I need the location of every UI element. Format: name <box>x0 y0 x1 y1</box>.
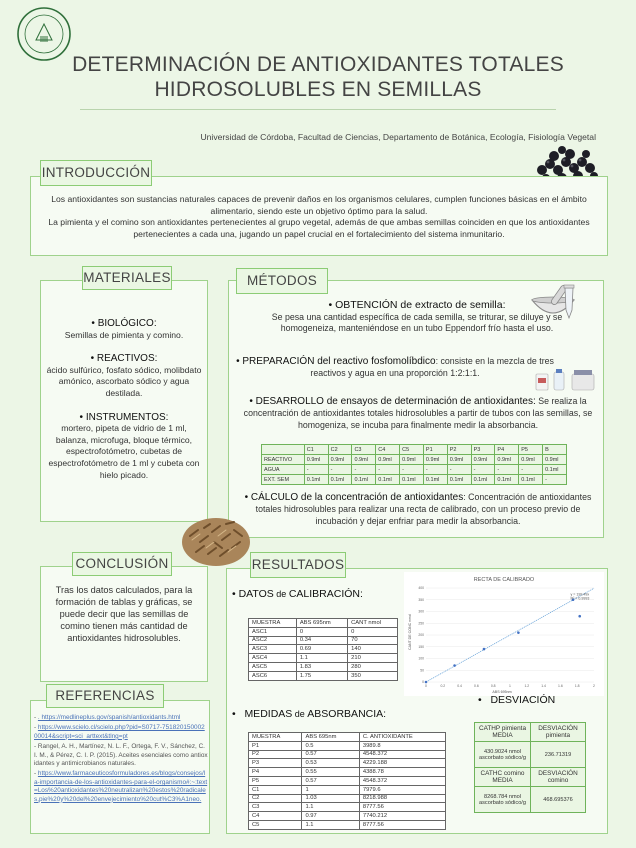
med-table-cell: 0.57 <box>302 750 359 759</box>
med-table-cell: 7979.6 <box>359 785 445 794</box>
title-divider <box>80 109 556 110</box>
desviacion-table <box>474 722 586 813</box>
method-table <box>261 444 567 485</box>
method-table-cell: AGUA <box>262 465 305 475</box>
method-table-header-cell <box>262 445 305 455</box>
method-table-cell: 0.9ml <box>543 455 567 465</box>
cathp-media-label: CATHP pimienta MEDIA <box>475 723 531 742</box>
method-table-cell: 0.9ml <box>471 455 495 465</box>
reference-item: - https://www.scielo.cl/scielo.php?pid=S0717-75182015000200014&script=sci_arttext&tlng=pt <box>34 724 205 740</box>
reference-item: - . https://medlineplus.gov/spanish/antioxidants.html <box>34 714 181 721</box>
method-table-cell: 0.1ml <box>495 475 519 485</box>
reference-text: Rangel, A. H., Martínez, N. L. F., Ortega, F. V., Sánchez, C. I. M., & Pérez, C. I. P. (2015). Aceites esenciales como antioxidantes y antimicrobianos naturales. <box>34 743 208 768</box>
method-table-cell: - <box>400 465 424 475</box>
med-table-cell: 0.55 <box>302 768 359 777</box>
cal-table-header-cell: MUESTRA <box>249 619 297 628</box>
referencias-list <box>34 714 208 806</box>
reference-item: - Rangel, A. H., Martínez, N. L. F., Ortega, F. V., Sánchez, C. I. M., & Pérez, C. I. P. (2015). Aceites esenciales como antioxidantes y antimicrobianos naturales. <box>34 743 208 768</box>
chart-y-tick-label: 0 <box>422 680 424 685</box>
chart-xlabel: ABS 695nm <box>492 690 512 694</box>
method-table-cell: 0.1ml <box>447 475 471 485</box>
referencias-heading: REFERENCIAS <box>46 684 164 708</box>
med-table-cell: P4 <box>249 768 302 777</box>
cumin-seeds-image <box>178 506 254 570</box>
cal-table-row <box>249 645 398 654</box>
cal-table-row <box>249 671 398 680</box>
calibracion-table <box>248 618 398 681</box>
method-table-header-cell: P5 <box>519 445 543 455</box>
med-table-row <box>249 768 446 777</box>
method-table-header-row <box>262 445 567 455</box>
introduccion-heading: INTRODUCCIÓN <box>40 160 152 186</box>
chart-x-tick-label: 0.2 <box>440 684 446 688</box>
chart-x-tick-label: 1.6 <box>558 684 563 688</box>
med-table-cell: 1.03 <box>302 794 359 803</box>
chart-point <box>517 631 520 634</box>
chart-x-tick-label: 0.8 <box>490 684 496 688</box>
med-table-cell: 1.1 <box>302 820 359 829</box>
medidas-label: • MEDIDAS de ABSORBANCIA: <box>232 708 387 720</box>
med-table-cell: C5 <box>249 820 302 829</box>
chart-y-tick-label: 150 <box>418 644 424 649</box>
med-table-row <box>249 750 446 759</box>
method-table-cell: - <box>543 475 567 485</box>
med-table-cell: P5 <box>249 776 302 785</box>
method-table-cell: 0.9ml <box>423 455 447 465</box>
chart-x-tick-label: 0 <box>425 684 427 688</box>
cal-table-cell: 280 <box>348 662 398 671</box>
method-table-header-cell: P4 <box>495 445 519 455</box>
chart-point <box>453 664 456 667</box>
chart-background <box>404 572 604 696</box>
calibration-chart <box>404 572 604 696</box>
method-table-cell: EXT. SEM <box>262 475 305 485</box>
chart-y-tick-label: 250 <box>418 621 424 626</box>
desv-pimienta-label: DESVIACIÓN pimienta <box>531 723 586 742</box>
cal-table-cell: 1.83 <box>296 662 347 671</box>
method-table-cell: 0.1ml <box>519 475 543 485</box>
med-table-row <box>249 741 446 750</box>
method-table-cell: 0.9ml <box>328 455 352 465</box>
med-table-cell: C2 <box>249 794 302 803</box>
metodos-heading: MÉTODOS <box>236 268 328 294</box>
med-table-row <box>249 785 446 794</box>
method-table-cell: - <box>519 465 543 475</box>
desviacion-label: • DESVIACIÓN <box>478 694 556 706</box>
reference-item: - https://www.farmaceuticosformuladores.es/blogs/consejos/la-importancia-de-los-antioxidantes-para-el-organismo#:~:text=Los%20antioxidantes%20neutralizan%20estos%20radicales,pie%20y%20del%20envejecimiento%20cut%C3%A1neo. <box>34 770 208 803</box>
medidas-table <box>248 732 446 830</box>
cal-table-cell: ASC6 <box>249 671 297 680</box>
chart-point <box>425 681 428 684</box>
med-table-row <box>249 803 446 812</box>
cal-table-cell: 0 <box>296 627 347 636</box>
method-table-header-cell: C3 <box>352 445 376 455</box>
cal-table-cell: ASC1 <box>249 627 297 636</box>
resultados-heading: RESULTADOS <box>250 552 346 578</box>
med-table-header-cell: C. ANTIOXIDANTE <box>359 733 445 742</box>
method-table-cell: 0.1ml <box>352 475 376 485</box>
method-table-cell: 0.1ml <box>328 475 352 485</box>
cal-table-header-cell: CANT nmol <box>348 619 398 628</box>
chart-x-tick-label: 0.4 <box>457 684 462 688</box>
affiliation: Universidad de Córdoba, Facultad de Ciencias, Departamento de Botánica, Ecología, Fisiología Vegetal <box>200 132 596 142</box>
chart-x-tick-label: 1.2 <box>524 684 530 688</box>
method-table-cell: - <box>447 465 471 475</box>
materiales-heading: MATERIALES <box>82 266 172 290</box>
method-table-cell: 0.9ml <box>376 455 400 465</box>
cal-table-cell: ASC2 <box>249 636 297 645</box>
med-table-row <box>249 794 446 803</box>
method-table-cell: 0.9ml <box>519 455 543 465</box>
cal-table-row <box>249 654 398 663</box>
med-table-cell: 0.57 <box>302 776 359 785</box>
chart-y-tick-label: 50 <box>420 668 424 673</box>
desv-comino-value: 468.695376 <box>531 787 586 813</box>
method-table-cell: - <box>352 465 376 475</box>
med-table-header-cell: MUESTRA <box>249 733 302 742</box>
metodos-preparacion: • PREPARACIÓN del reactivo fosfomolíbdico: consiste en la mezcla de tres reactivos y agua en una proporción 1:2:1:1. <box>236 356 554 378</box>
med-table-header-cell: ABS 695nm <box>302 733 359 742</box>
method-table-cell: 0.1ml <box>304 475 328 485</box>
cal-table-cell: 0 <box>348 627 398 636</box>
method-table-cell: 0.1ml <box>400 475 424 485</box>
method-table-cell: 0.9ml <box>400 455 424 465</box>
med-table-cell: 1.1 <box>302 803 359 812</box>
med-table-cell: 4548.372 <box>359 776 445 785</box>
chart-y-tick-label: 350 <box>418 597 424 602</box>
method-table-row <box>262 465 567 475</box>
chart-point <box>483 648 486 651</box>
chart-x-tick-label: 2 <box>593 684 595 688</box>
med-table-header-row <box>249 733 446 742</box>
desv-pimienta-value: 236.71319 <box>531 742 586 768</box>
cal-table-cell: 210 <box>348 654 398 663</box>
metodos-desarrollo: • DESARROLLO de ensayos de determinación de antioxidantes: Se realiza la concentración de antioxidantes totales hidrosolubles a partir de tubos con las semillas, se homogeniza, se incuba para finalmente medir la absorbancia. <box>243 396 593 430</box>
introduccion-text: Los antioxidantes son sustancias naturales capaces de prevenir daños en los organismos celulares, cumplen funciones básicas en el ámbito alimentario, siendo este un objetivo óptimo para la salud. La pimienta y el comino son antioxidantes pertenecientes al grupo vegetal, además de que ambas semillas coinciden en que los antioxidantes pertenecientes a cada una, jugando un papel crucial en el fortalecimiento del sistema inmunitario. <box>48 194 590 239</box>
chart-x-tick-label: 1.8 <box>574 684 580 688</box>
med-table-row <box>249 812 446 821</box>
reference-link[interactable]: https://www.scielo.cl/scielo.php?pid=S0717-75182015000200014&script=sci_arttext&tlng=pt <box>34 724 205 740</box>
cal-table-header-cell: ABS 695nm <box>296 619 347 628</box>
method-table-cell: - <box>304 465 328 475</box>
method-table-header-cell: B <box>543 445 567 455</box>
chart-r2: R² = 0.9993 <box>570 596 590 601</box>
metodos-obtencion: • OBTENCIÓN de extracto de semilla: Se pesa una cantidad específica de cada semilla, se triturar, se diluye y se homogeneiza, manteniéndose en un tubo Eppendorf frío hasta el uso. <box>271 299 563 334</box>
cal-table-cell: 70 <box>348 636 398 645</box>
med-table-cell: 8218.988 <box>359 794 445 803</box>
cathc-media-label: CATHC comino MEDIA <box>475 768 531 787</box>
metodos-calculo: • CÁLCULO de la concentración de antioxidantes: Concentración de antioxidantes totales hidrosolubles para realizar una recta de calibrado, con un proceso previo de incubación y dejar enfriar para medir la absorbancia. <box>244 492 592 526</box>
method-table-cell: REACTIVO <box>262 455 305 465</box>
cal-table-cell: 1.75 <box>296 671 347 680</box>
chart-ylabel: CANT DE CONC nmol <box>408 613 412 651</box>
med-table-cell: 7740.212 <box>359 812 445 821</box>
chart-x-tick-label: 1.4 <box>541 684 546 688</box>
cathc-media-value: 8268.784 nmol ascorbato sódico/g <box>475 787 531 813</box>
method-table-header-cell: C4 <box>376 445 400 455</box>
cal-table-row <box>249 627 398 636</box>
method-table-cell: 0.9ml <box>352 455 376 465</box>
med-table-cell: 1 <box>302 785 359 794</box>
method-table-cell: 0.9ml <box>447 455 471 465</box>
chart-point <box>578 615 581 618</box>
chart-equation: y = 199.49x <box>570 592 590 597</box>
med-table-cell: P1 <box>249 741 302 750</box>
conclusion-heading: CONCLUSIÓN <box>72 552 172 576</box>
method-table-header-cell: C1 <box>304 445 328 455</box>
med-table-cell: P3 <box>249 759 302 768</box>
chart-x-tick-label: 1 <box>509 684 511 688</box>
method-table-cell: - <box>423 465 447 475</box>
cal-table-cell: 0.34 <box>296 636 347 645</box>
med-table-cell: 8777.56 <box>359 820 445 829</box>
materiales-list: • BIOLÓGICO: Semillas de pimienta y comino. • REACTIVOS: ácido sulfúrico, fosfato sódico, molibdato amónico, ascorbato sódico y agua destilada. • INSTRUMENTOS: mortero, pipeta de vidrio de 1 ml, balanza, microfuga, bloque térmico, espectrofotómetro, cubetas de espectrofotómetro de 1 ml y cubeta con hielo picado. <box>46 318 202 480</box>
cal-table-row <box>249 662 398 671</box>
chart-title: RECTA DE CALIBRADO <box>473 577 535 583</box>
med-table-row <box>249 820 446 829</box>
med-table-row <box>249 776 446 785</box>
med-table-cell: 4388.78 <box>359 768 445 777</box>
calibracion-label: • DATOS de CALIBRACIÓN: <box>232 588 363 600</box>
method-table-row <box>262 475 567 485</box>
reagent-bottles-icon <box>534 368 598 392</box>
med-table-cell: 0.53 <box>302 759 359 768</box>
method-table-cell: 0.9ml <box>304 455 328 465</box>
method-table-header-cell: P3 <box>471 445 495 455</box>
med-table-row <box>249 759 446 768</box>
method-table-cell: - <box>376 465 400 475</box>
method-table-header-cell: C5 <box>400 445 424 455</box>
chart-y-tick-label: 100 <box>418 656 424 661</box>
cal-table-cell: 140 <box>348 645 398 654</box>
med-table-cell: P2 <box>249 750 302 759</box>
method-table-cell: 0.1ml <box>423 475 447 485</box>
method-table-cell: - <box>328 465 352 475</box>
chart-x-tick-label: 0.6 <box>474 684 479 688</box>
cal-table-cell: ASC3 <box>249 645 297 654</box>
cal-table-cell: 1.1 <box>296 654 347 663</box>
chart-y-tick-label: 200 <box>418 633 424 638</box>
method-table-row <box>262 455 567 465</box>
med-table-cell: 4229.188 <box>359 759 445 768</box>
method-table-header-cell: P2 <box>447 445 471 455</box>
method-table-cell: 0.9ml <box>495 455 519 465</box>
cal-table-row <box>249 636 398 645</box>
reference-link[interactable]: . https://medlineplus.gov/spanish/antioxidants.html <box>37 714 181 721</box>
conclusion-text: Tras los datos calculados, para la formación de tablas y gráficas, se puede decir que las semillas de comino tienen más cantidad de antioxidantes hidrosolubles. <box>55 585 193 643</box>
method-table-cell: - <box>471 465 495 475</box>
chart-y-tick-label: 300 <box>418 609 424 614</box>
cal-table-cell: ASC5 <box>249 662 297 671</box>
med-table-cell: 0.5 <box>302 741 359 750</box>
med-table-cell: C4 <box>249 812 302 821</box>
med-table-cell: C1 <box>249 785 302 794</box>
med-table-cell: 3989.8 <box>359 741 445 750</box>
method-table-header-cell: C2 <box>328 445 352 455</box>
method-table-cell: 0.1ml <box>471 475 495 485</box>
method-table-cell: 0.1ml <box>543 465 567 475</box>
poster-title: DETERMINACIÓN DE ANTIOXIDANTES TOTALES HIDROSOLUBLES EN SEMILLAS <box>72 53 564 101</box>
desv-comino-label: DESVIACIÓN comino <box>531 768 586 787</box>
cal-table-cell: 350 <box>348 671 398 680</box>
chart-y-tick-label: 400 <box>418 586 424 591</box>
med-table-cell: 4548.372 <box>359 750 445 759</box>
cal-table-cell: 0.69 <box>296 645 347 654</box>
med-table-cell: 8777.56 <box>359 803 445 812</box>
method-table-cell: - <box>495 465 519 475</box>
cal-table-header-row <box>249 619 398 628</box>
med-table-cell: C3 <box>249 803 302 812</box>
method-table-header-cell: P1 <box>423 445 447 455</box>
reference-link[interactable]: https://www.farmaceuticosformuladores.es/blogs/consejos/la-importancia-de-los-antioxidantes-para-el-organismo#:~:text=Los%20antioxidantes%20neutralizan%20estos%20radicales,pie%20y%20del%20envejecimiento%20cut%C3%A1neo. <box>34 770 208 803</box>
method-table-cell: 0.1ml <box>376 475 400 485</box>
cal-table-cell: ASC4 <box>249 654 297 663</box>
cathp-media-value: 430.9024 nmol ascorbato sódico/g <box>475 742 531 768</box>
med-table-cell: 0.97 <box>302 812 359 821</box>
